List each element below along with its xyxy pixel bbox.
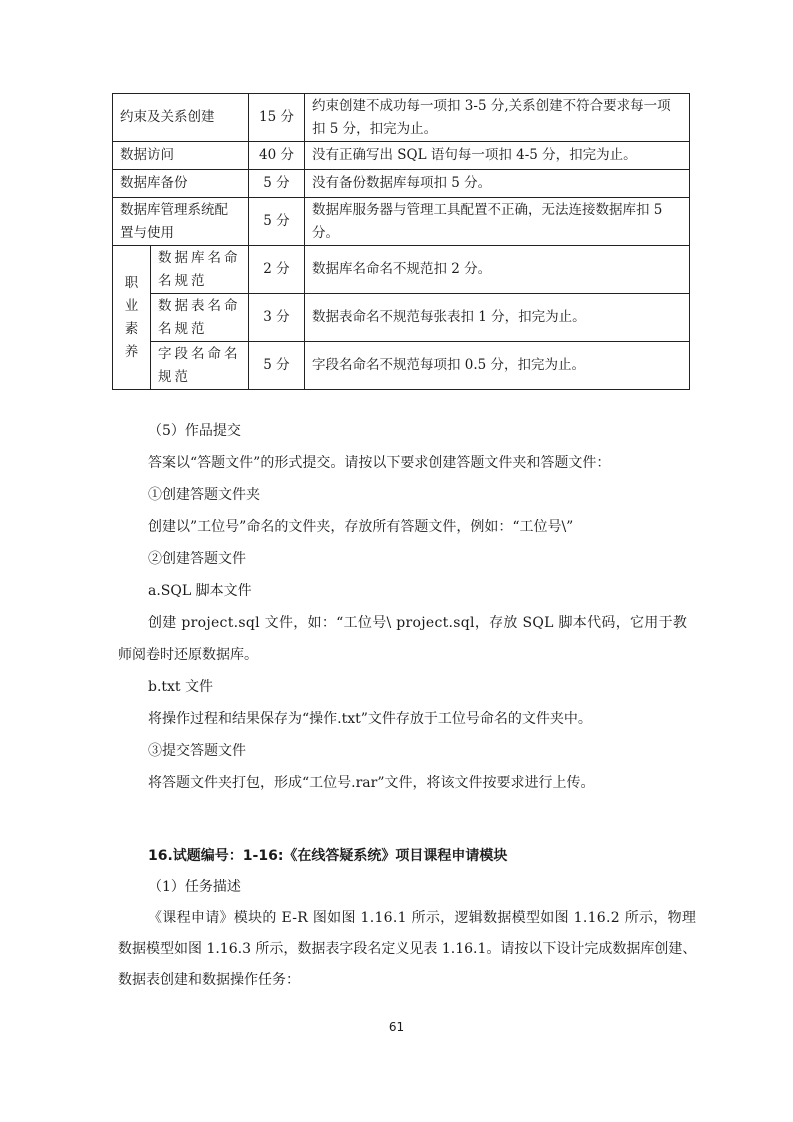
step1-text: 创建以”工位号”命名的文件夹，存放所有答题文件，例如：“工位号\”: [148, 519, 574, 535]
table-cell-criteria: 数据库名命名不规范扣 2 分。: [305, 246, 690, 294]
sql-file-text: 创建 project.sql 文件，如：“工位号\ project.sql，存放 SQL 脚本代码，它用于教: [148, 615, 688, 631]
table-cell-score: 2 分: [249, 246, 305, 294]
txt-file-text: 将操作过程和结果保存为“操作.txt”文件存放于工位号命名的文件夹中。: [148, 711, 592, 727]
table-cell-item: 数据库管理系统配 置与使用: [113, 198, 249, 246]
table-cell-item: 数据表名命 名规范: [151, 294, 249, 342]
table-cell-score: 5 分: [249, 342, 305, 390]
table-cell-criteria: 没有备份数据库每项扣 5 分。: [305, 170, 690, 198]
submission-intro: 答案以“答题文件”的形式提交。请按以下要求创建答题文件夹和答题文件：: [148, 455, 611, 471]
task-subtitle: （1）任务描述: [148, 879, 241, 895]
table-cell-item: 字段名命名 规范: [151, 342, 249, 390]
table-row: [113, 246, 690, 294]
step1-title: ①创建答题文件夹: [148, 487, 260, 503]
task-paragraph-line: 《课程申请》模块的 E-R 图如图 1.16.1 所示，逻辑数据模型如图 1.16.2 所示，物理: [148, 910, 697, 926]
table-row: [113, 342, 690, 390]
scoring-table: [112, 93, 690, 390]
table-row: [113, 94, 690, 142]
table-cell-criteria: 约束创建不成功每一项扣 3-5 分,关系创建不符合要求每一项 扣 5 分，扣完为止。: [305, 94, 690, 142]
table-row: [113, 294, 690, 342]
table-cell-criteria: 没有正确写出 SQL 语句每一项扣 4-5 分，扣完为止。: [305, 142, 690, 170]
table-cell-score: 15 分: [249, 94, 305, 142]
table-cell-item: 约束及关系创建: [113, 94, 249, 142]
section-title-submission: （5）作品提交: [148, 423, 241, 439]
table-cell-item: 数据库名命 名规范: [151, 246, 249, 294]
table-cell-item: 数据库备份: [113, 170, 249, 198]
sql-file-title: a.SQL 脚本文件: [148, 583, 252, 599]
table-cell-criteria: 数据表命名不规范每张表扣 1 分，扣完为止。: [305, 294, 690, 342]
task-paragraph-line: 数据表创建和数据操作任务：: [118, 972, 300, 988]
page-number: 61: [388, 1020, 405, 1034]
table-cell-score: 3 分: [249, 294, 305, 342]
table-cell-score: 40 分: [249, 142, 305, 170]
table-cell-item: 数据访问: [113, 142, 249, 170]
step2-title: ②创建答题文件: [148, 551, 246, 567]
table-cell-score: 5 分: [249, 198, 305, 246]
task-heading: 16.试题编号：1-16:《在线答疑系统》项目课程申请模块: [148, 848, 508, 864]
table-cell-criteria: 数据库服务器与管理工具配置不正确，无法连接数据库扣 5 分。: [305, 198, 690, 246]
txt-file-title: b.txt 文件: [148, 679, 214, 695]
sql-file-text-cont: 师阅卷时还原数据库。: [118, 647, 258, 663]
table-row: [113, 142, 690, 170]
table-cell-score: 5 分: [249, 170, 305, 198]
table-cell-criteria: 字段名命名不规范每项扣 0.5 分，扣完为止。: [305, 342, 690, 390]
step3-title: ③提交答题文件: [148, 743, 246, 759]
table-row: [113, 170, 690, 198]
task-paragraph-line: 数据模型如图 1.16.3 所示，数据表字段名定义见表 1.16.1。请按以下设计完成数据库创建、: [118, 941, 697, 957]
table-row: [113, 198, 690, 246]
step3-text: 将答题文件夹打包，形成“工位号.rar”文件，将该文件按要求进行上传。: [148, 775, 595, 791]
table-cell-group-label: 职 业 素 养: [113, 246, 151, 390]
